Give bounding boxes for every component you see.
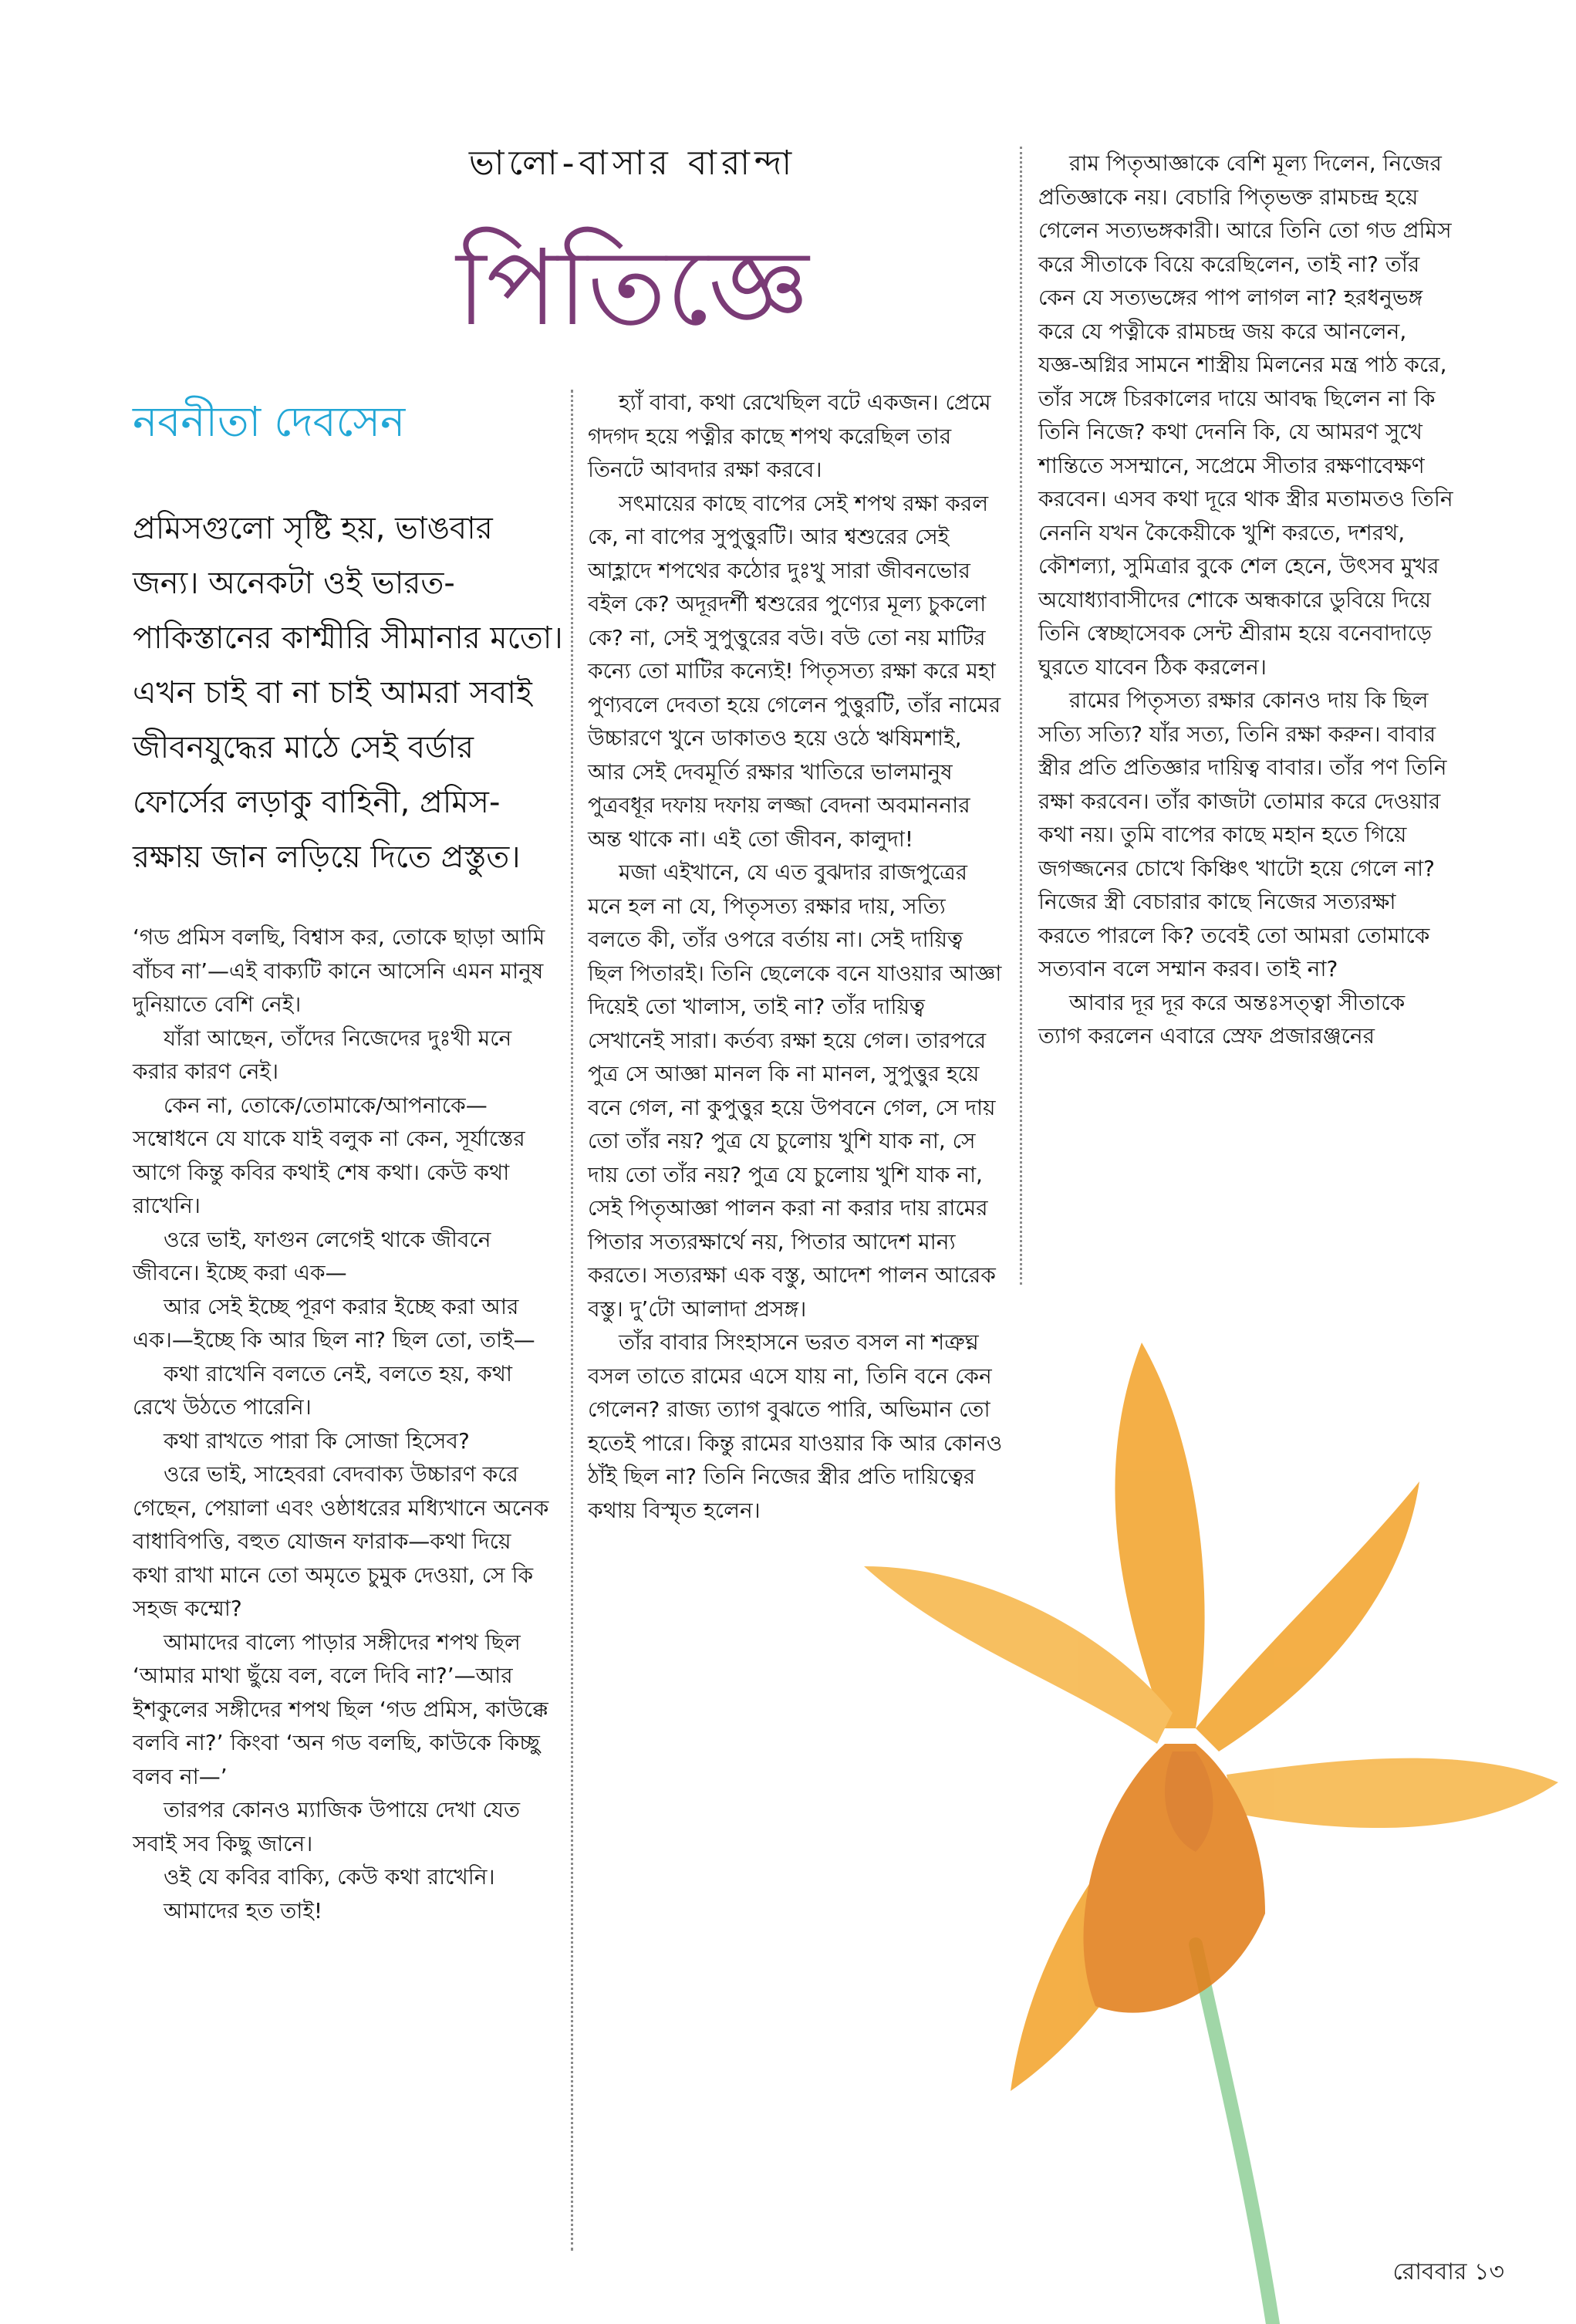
paragraph: ওই যে কবির বাক্যি, কেউ কথা রাখেনি।	[164, 1864, 495, 1890]
watercolor-flower-illustration	[833, 1312, 1576, 2324]
column-divider-1	[571, 390, 573, 2251]
petal-right	[1227, 1758, 1558, 1828]
paragraph: মজা এইখানে, যে এত বুঝদার রাজপুত্রের মনে হল না যে, পিতৃসত্য রক্ষার দায়, সত্যি বলতে কী, তাঁর ওপরে বর্তায় না। সেই দায়িত্ব ছিল পিতারই। তিনি ছেলেকে বনে যাওয়ার আজ্ঞা দিয়েই তো খালাস, তাই না? তাঁর দায়িত্ব সেখানেই সারা। কর্তব্য রক্ষা হয়ে গেল। তারপরে পুত্র সে আজ্ঞা মানল কি না মানল, সুপুত্তুর হয়ে বনে গেল, না কুপুত্তুর হয়ে উপবনে গেল, সে দায় তো তাঁর নয়? পুত্র যে চুলোয় খুশি যাক না, সে দায় তো তাঁর নয়? পুত্র যে চুলোয় খুশি যাক না, সেই পিতৃআজ্ঞা পালন করা না করার দায় রামের পিতার সত্যরক্ষার্থে নয়, পিতার আদেশ মান্য করতে। সত্যরক্ষা এক বস্তু, আদেশ পালন আরেক বস্তু। দু’টো আলাদা প্রসঙ্গ।	[588, 860, 1002, 1322]
text-column-3	[1038, 147, 1453, 1053]
paragraph: রামের পিতৃসত্য রক্ষার কোনও দায় কি ছিল সত্যি সত্যি? যাঁর সত্য, তিনি রক্ষা করুন। বাবার স্ত্রীর প্রতি প্রতিজ্ঞার দায়িত্ব বাবার। তাঁর পণ তিনি রক্ষা করবেন। তাঁর কাজটা তোমার করে দেওয়ার কথা নয়। তুমি বাপের কাছে মহান হতে গিয়ে জগজ্জনের চোখে কিঞ্চিৎ খাটো হয়ে গেলে না? নিজের স্ত্রী বেচারার কাছে নিজের সত্যরক্ষা করতে পারলে কি? তবেই তো আমরা তোমাকে সত্যবান বলে সম্মান করব। তাই না?	[1038, 687, 1447, 981]
paragraph: কেন না, তোকে/তোমাকে/আপনাকে—সম্বোধনে যে যাকে যাই বলুক না কেন, সূর্যাস্তের আগে কিন্তু কবির কথাই শেষ কথা। কেউ কথা রাখেনি।	[133, 1092, 525, 1218]
paragraph: সৎমায়ের কাছে বাপের সেই শপথ রক্ষা করল কে, না বাপের সুপুত্তুরটি। আর শ্বশুরের সেই আহ্লাদে শপথের কঠোর দুঃখু সারা জীবনভোর বইল কে? অদূরদর্শী শ্বশুরের পুণ্যের মূল্য চুকলো কে? না, সেই সুপুত্তুরের বউ। বউ তো নয় মাটির কন্যে তো মাটির কন্যেই! পিতৃসত্য রক্ষা করে মহা পুণ্যবলে দেবতা হয়ে গেলেন পুত্তুরটি, তাঁর নামের উচ্চারণে খুনে ডাকাতও হয়ে ওঠে ঋষিমশাই, আর সেই দেবমূর্তি রক্ষার খাতিরে ভালমানুষ পুত্রবধূর দফায় দফায় লজ্জা বেদনা অবমাননার অন্ত থাকে না। এই তো জীবন, কালুদা!	[588, 490, 1001, 852]
paragraph: যাঁরা আছেন, তাঁদের নিজেদের দুঃখী মনে করার কারণ নেই।	[133, 1025, 512, 1084]
paragraph: আমাদের হত তাই!	[164, 1897, 323, 1924]
section-header: ভালো-বাসার বারান্দা	[468, 144, 797, 183]
column-divider-2	[1020, 147, 1022, 1285]
paragraph: ওরে ভাই, ফাগুন লেগেই থাকে জীবনে জীবনে। ইচ্ছে করা এক—	[133, 1226, 491, 1285]
page-footer: রোববার ১৩	[1392, 2258, 1504, 2285]
paragraph: ওরে ভাই, সাহেবরা বেদবাক্য উচ্চারণ করে গেছেন, পেয়ালা এবং ওষ্ঠাধরের মধ্যিখানে অনেক বাধাবিপত্তি, বহুত যোজন ফারাক—কথা দিয়ে কথা রাখা মানে তো অমৃতে চুমুক দেওয়া, সে কি সহজ কম্মো?	[133, 1461, 549, 1621]
lead-paragraph	[133, 502, 565, 885]
paragraph: ‘গড প্রমিস বলছি, বিশ্বাস কর, তোকে ছাড়া আমি বাঁচব না’—এই বাক্যটি কানে আসেনি এমন মানুষ দুনিয়াতে বেশি নেই।	[133, 924, 545, 1017]
paragraph: তাঁর বাবার সিংহাসনে ভরত বসল না শত্রুঘ্ন বসল তাতে রামের এসে যায় না, তিনি বনে কেন গেলেন? রাজ্য ত্যাগ বুঝতে পারি, অভিমান তো হতেই পারে। কিন্তু রামের যাওয়ার কি আর কোনও ঠাঁই ছিল না? তিনি নিজের স্ত্রীর প্রতি দায়িত্বের কথায় বিস্মৃত হলেন।	[588, 1329, 1003, 1523]
paragraph: কথা রাখতে পারা কি সোজা হিসেব?	[164, 1427, 470, 1454]
paragraph: আমাদের বাল্যে পাড়ার সঙ্গীদের শপথ ছিল ‘আমার মাথা ছুঁয়ে বল, বলে দিবি না?’—আর ইশকুলের সঙ্গীদের শপথ ছিল ‘গড প্রমিস, কাউক্কে বলবি না?’ কিংবা ‘অন গড বলছি, কাউকে কিচ্ছু বলব না—’	[133, 1629, 548, 1789]
flower-petals	[864, 1343, 1558, 2091]
text-column-1	[133, 920, 549, 1927]
paragraph: তারপর কোনও ম্যাজিক উপায়ে দেখা যেত সবাই সব কিছু জানে।	[133, 1797, 521, 1856]
flower-stem	[1196, 1944, 1273, 2324]
paragraph: হ্যাঁ বাবা, কথা রেখেছিল বটে একজন। প্রেমে গদগদ হয়ে পত্নীর কাছে শপথ করেছিল তার তিনটে আবদার রক্ষা করবে।	[588, 390, 991, 482]
paragraph: আবার দূর দূর করে অন্তঃসত্ত্বা সীতাকে ত্যাগ করলেন এবারে স্রেফ প্রজারঞ্জনের	[1038, 989, 1406, 1049]
article-title: পিতিজ্ঞে	[456, 228, 809, 350]
petal-upper-right	[1196, 1481, 1419, 1751]
paragraph: কথা রাখেনি বলতে নেই, বলতে হয়, কথা রেখে উঠতে পারেনি।	[133, 1360, 513, 1420]
paragraph: আর সেই ইচ্ছে পূরণ করার ইচ্ছে করা আর এক।—ইচ্ছে কি আর ছিল না? ছিল তো, তাই—	[133, 1293, 535, 1353]
lead-text: প্রমিসগুলো সৃষ্টি হয়, ভাঙবার জন্য। অনেকটা ওই ভারত-পাকিস্তানের কাশ্মীরি সীমানার মতো। এখন চাই বা না চাই আমরা সবাই জীবনযুদ্ধের মাঠে সেই বর্ডার ফোর্সের লড়াকু বাহিনী, প্রমিস-রক্ষায় জান লড়িয়ে দিতে প্রস্তুত।	[133, 511, 563, 875]
paragraph: রাম পিতৃআজ্ঞাকে বেশি মূল্য দিলেন, নিজের প্রতিজ্ঞাকে নয়। বেচারি পিতৃভক্ত রামচন্দ্র হয়ে গেলেন সত্যভঙ্গকারী। আরে তিনি তো গড প্রমিস করে সীতাকে বিয়ে করেছিলেন, তাই না? তাঁর কেন যে সত্যভঙ্গের পাপ লাগল না? হরধনুভঙ্গ করে যে পত্নীকে রামচন্দ্র জয় করে আনলেন, যজ্ঞ-অগ্নির সামনে শাস্ত্রীয় মিলনের মন্ত্র পাঠ করে, তাঁর সঙ্গে চিরকালের দায়ে আবদ্ধ ছিলেন না কি তিনি নিজে? কথা দেননি কি, যে আমরণ সুখে শান্তিতে সসম্মানে, সপ্রেমে সীতার রক্ষণাবেক্ষণ করবেন। এসব কথা দূরে থাক স্ত্রীর মতামতও তিনি নেননি যখন কৈকেয়ীকে খুশি করতে, দশরথ, কৌশল্যা, সুমিত্রার বুকে শেল হেনে, উৎসব মুখর অযোধ্যাবাসীদের শোকে অন্ধকারে ডুবিয়ে দিয়ে তিনি স্বেচ্ছাসেবক সেন্ট শ্রীরাম হয়ে বনেবাদাড়ে ঘুরতে যাবেন ঠিক করলেন।	[1038, 150, 1453, 680]
author-name: নবনীতা দেবসেন	[133, 397, 406, 446]
